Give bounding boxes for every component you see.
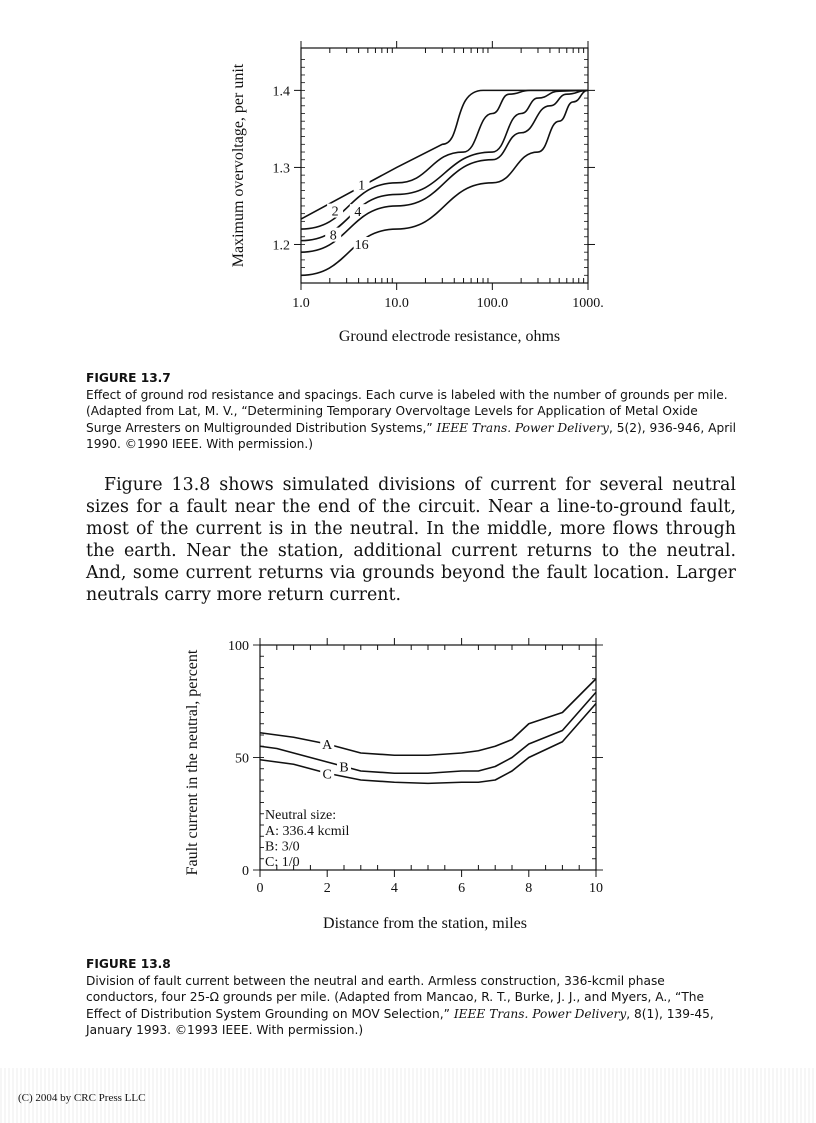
plot-frame: [301, 48, 588, 283]
x-axis-label: Ground electrode resistance, ohms: [338, 328, 561, 345]
curve-8: [301, 90, 588, 252]
figure-13-7-caption-text: Effect of ground rod resistance and spacings. Each curve is labeled with the number of grounds per mile. (Adapted from Lat, M. V., “Determining Temporary Overvoltage Levels for Application of Metal Oxide Surge Arresters on Multigrounded Distribution Systems,”: [86, 387, 728, 435]
x-tick-label: 4: [390, 881, 398, 896]
figure-13-8-journal: IEEE Trans. Power Delivery: [453, 1006, 627, 1021]
figure-13-8-caption-text: Division of fault current between the neutral and earth. Armless construction, 336-kcmil phase conductors, four 25-Ω grounds per mile. (Adapted from Mancao, R. T., Burke, J. J., and Myers, A., “The Effect of Distribution System Grounding on MOV Selection,”: [86, 973, 705, 1021]
curve-label-B: B: [339, 760, 349, 776]
x-tick-label: 2: [323, 881, 331, 896]
x-tick-label: 1000.: [572, 296, 604, 311]
curve-C: [260, 704, 596, 784]
x-tick-label: 100.0: [476, 296, 509, 311]
figure-13-7-chart: [0, 30, 816, 360]
curve-label-8: 8: [329, 228, 337, 244]
copyright-footer: (C) 2004 by CRC Press LLC: [18, 1092, 146, 1104]
curve-1: [301, 90, 588, 219]
x-tick-label: 10.0: [384, 296, 409, 311]
y-tick-label: 50: [235, 751, 249, 767]
curve-B: [260, 692, 596, 773]
x-tick-label: 6: [458, 881, 466, 896]
figure-13-7-caption: [86, 370, 736, 453]
curve-4: [301, 90, 588, 240]
legend-entry-2: C: 1/0: [265, 855, 300, 870]
x-tick-label: 8: [525, 881, 533, 896]
body-paragraph: [86, 474, 736, 606]
figure-13-8-caption: [86, 956, 736, 1039]
body-paragraph-text: Figure 13.8 shows simulated divisions of current for several neutral sizes for a fault near the end of the circuit. Near a line-to-ground fault, most of the current is in the neutral. In the middle, more flows through the earth. Near the station, additional current returns to the neutral. And, some current returns via grounds beyond the fault location. Larger neutrals carry more return current.: [86, 475, 736, 605]
x-tick-label: 1.0: [292, 296, 310, 311]
curve-label-4: 4: [354, 205, 362, 221]
y-tick-label: 100: [228, 639, 249, 654]
legend-entry-0: A: 336.4 kcmil: [265, 824, 350, 839]
figure-13-8-label: FIGURE 13.8: [86, 957, 171, 971]
y-axis-label: Fault current in the neutral, percent: [184, 649, 201, 876]
curve-2: [301, 90, 588, 229]
legend-title: Neutral size:: [265, 808, 337, 823]
x-tick-label: 0: [256, 881, 264, 896]
figure-13-7-journal: IEEE Trans. Power Delivery: [436, 420, 609, 435]
curve-label-16: 16: [354, 238, 369, 254]
y-axis-label: Maximum overvoltage, per unit: [230, 63, 247, 268]
x-axis-label: Distance from the station, miles: [323, 915, 527, 932]
y-tick-label: 1.3: [272, 161, 290, 177]
y-tick-label: 0: [242, 864, 249, 879]
curve-label-A: A: [322, 738, 333, 753]
figure-13-8-chart: [0, 625, 816, 955]
y-tick-label: 1.2: [272, 238, 290, 254]
curve-label-2: 2: [331, 204, 339, 220]
y-tick-label: 1.4: [272, 84, 290, 100]
figure-13-7-label: FIGURE 13.7: [86, 371, 171, 385]
curve-label-1: 1: [358, 178, 366, 194]
figure-13-7-caption-end: , 5(2), 936-946, April 1990. ©1990 IEEE. With permission.): [86, 420, 736, 451]
x-tick-label: 10: [589, 881, 603, 896]
figure-13-8-caption-end: , 8(1), 139-45, January 1993. ©1993 IEEE. With permission.): [86, 1006, 714, 1037]
legend-entry-1: B: 3/0: [265, 839, 300, 855]
curve-A: [260, 679, 596, 756]
curve-label-C: C: [322, 767, 332, 783]
